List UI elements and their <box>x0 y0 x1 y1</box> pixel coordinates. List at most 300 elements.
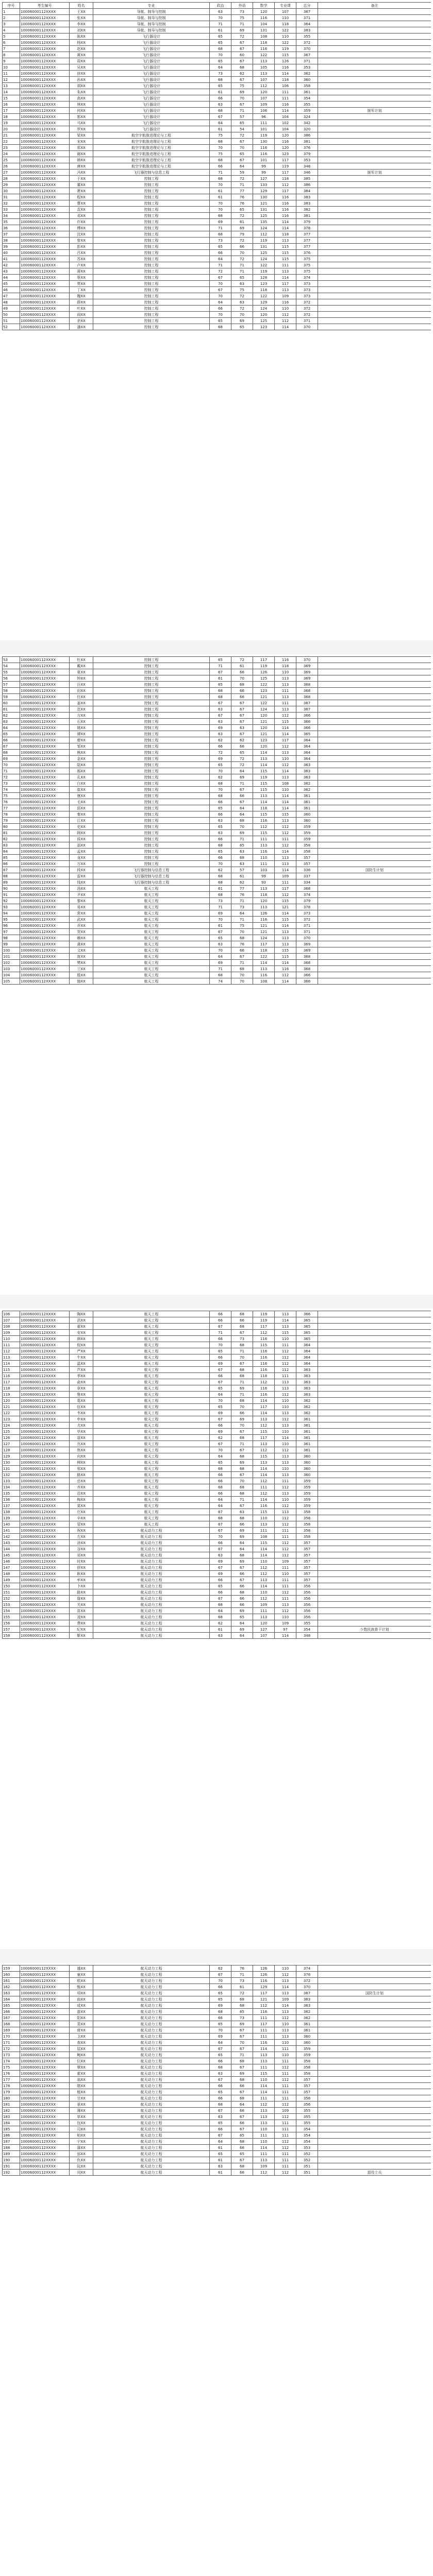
cell-math: 129 <box>253 1984 275 1990</box>
cell-total: 361 <box>296 1422 318 1429</box>
cell-note <box>318 750 431 756</box>
cell-math: 111 <box>253 836 275 842</box>
cell-note <box>318 836 431 842</box>
table-row <box>3 793 431 799</box>
cell-major: 航天工程 <box>93 1441 210 1447</box>
cell-no: 156 <box>3 1620 20 1626</box>
table-row <box>3 1460 431 1466</box>
cell-major: 航天动力工程 <box>93 2009 210 2015</box>
cell-note <box>318 917 431 923</box>
cell-name: 苏XX <box>70 256 93 262</box>
cell-politics: 69 <box>210 1410 231 1416</box>
cell-language: 71 <box>231 1348 253 1354</box>
cell-name: 季XX <box>70 1373 93 1379</box>
cell-specialty: 112 <box>275 182 296 188</box>
cell-no: 113 <box>3 1354 20 1361</box>
cell-total: 358 <box>296 2064 318 2071</box>
cell-id: 10006000112XXXX <box>20 1528 70 1534</box>
table-row <box>3 799 431 805</box>
cell-name: 葛XX <box>70 1398 93 1404</box>
table-row <box>3 95 431 101</box>
cell-politics: 64 <box>210 2040 231 2046</box>
table-row <box>3 250 431 256</box>
cell-total: 362 <box>296 1404 318 1410</box>
cell-note <box>318 1466 431 1472</box>
cell-note <box>318 737 431 743</box>
cell-language: 70 <box>231 1354 253 1361</box>
cell-name: 施XX <box>70 978 93 985</box>
cell-major: 飞行器设计 <box>93 108 210 114</box>
cell-major: 控制工程 <box>93 238 210 244</box>
cell-no: 149 <box>3 1577 20 1583</box>
cell-total: 359 <box>296 836 318 842</box>
cell-politics: 65 <box>210 682 231 688</box>
cell-total: 361 <box>296 799 318 805</box>
cell-note <box>318 1577 431 1583</box>
cell-no: 182 <box>3 2108 20 2114</box>
cell-note <box>318 52 431 58</box>
cell-specialty: 116 <box>275 207 296 213</box>
cell-specialty: 113 <box>275 1453 296 1460</box>
cell-total: 373 <box>296 910 318 917</box>
table-row <box>3 1583 431 1589</box>
table-row <box>3 1521 431 1528</box>
cell-language: 64 <box>231 1620 253 1626</box>
cell-id: 10006000112XXXX <box>20 163 70 170</box>
cell-name: 黎XX <box>70 898 93 904</box>
cell-politics: 66 <box>210 250 231 256</box>
cell-name: 赵XX <box>70 46 93 52</box>
cell-politics: 69 <box>210 725 231 731</box>
cell-no: 47 <box>3 293 20 299</box>
cell-total: 376 <box>296 145 318 151</box>
cell-note <box>318 873 431 879</box>
cell-note <box>318 2163 431 2170</box>
cell-math: 133 <box>253 182 275 188</box>
cell-id: 10006000112XXXX <box>20 213 70 219</box>
cell-name: 尤XX <box>70 1422 93 1429</box>
table-row <box>3 1978 431 1984</box>
cell-total: 357 <box>296 855 318 861</box>
cell-major: 控制工程 <box>93 824 210 830</box>
table-row <box>3 219 431 225</box>
score-table <box>2 1311 431 1639</box>
cell-no: 85 <box>3 855 20 861</box>
cell-name: 夏XX <box>70 669 93 675</box>
cell-total: 366 <box>296 1311 318 1317</box>
cell-name: 莫XX <box>70 1503 93 1509</box>
cell-math: 121 <box>253 731 275 737</box>
cell-language: 67 <box>231 58 253 64</box>
cell-total: 381 <box>296 139 318 145</box>
cell-major: 控制工程 <box>93 861 210 867</box>
cell-id: 10006000112XXXX <box>20 2145 70 2151</box>
cell-math: 112 <box>253 824 275 830</box>
cell-id: 10006000112XXXX <box>20 929 70 935</box>
cell-specialty: 112 <box>275 318 296 324</box>
cell-language: 70 <box>231 972 253 978</box>
cell-total: 360 <box>296 2033 318 2040</box>
cell-total: 360 <box>296 1460 318 1466</box>
cell-total: 373 <box>296 287 318 293</box>
cell-name: 毕XX <box>70 1429 93 1435</box>
cell-specialty: 116 <box>275 966 296 972</box>
cell-total: 364 <box>296 1354 318 1361</box>
cell-note <box>318 849 431 855</box>
score-table <box>2 2 431 330</box>
cell-total: 351 <box>296 2170 318 2176</box>
cell-id: 10006000112XXXX <box>20 719 70 725</box>
cell-math: 119 <box>253 268 275 275</box>
cell-politics: 69 <box>210 219 231 225</box>
cell-total: 370 <box>296 324 318 330</box>
cell-math: 112 <box>253 1379 275 1385</box>
cell-specialty: 113 <box>275 1978 296 1984</box>
table-row <box>3 1596 431 1602</box>
cell-name: 戴XX <box>70 663 93 669</box>
cell-id: 10006000112XXXX <box>20 824 70 830</box>
cell-no: 185 <box>3 2126 20 2132</box>
cell-major: 航天动力工程 <box>93 1552 210 1558</box>
cell-specialty: 117 <box>275 157 296 163</box>
cell-note <box>318 2126 431 2132</box>
cell-note <box>318 2089 431 2095</box>
cell-name: 吴XX <box>70 64 93 71</box>
cell-name: 邓XX <box>70 213 93 219</box>
cell-language: 66 <box>231 1317 253 1324</box>
cell-politics: 61 <box>210 126 231 132</box>
cell-note <box>318 762 431 768</box>
cell-id: 10006000112XXXX <box>20 89 70 95</box>
cell-no: 117 <box>3 1379 20 1385</box>
cell-math: 113 <box>253 842 275 849</box>
cell-total: 368 <box>296 886 318 892</box>
cell-name: 蒲XX <box>70 2145 93 2151</box>
cell-language: 67 <box>231 1503 253 1509</box>
cell-name: 陈XX <box>70 33 93 40</box>
table-row <box>3 27 431 33</box>
cell-math: 113 <box>253 1577 275 1583</box>
cell-note <box>318 719 431 725</box>
table-row <box>3 40 431 46</box>
cell-name: 植XX <box>70 2089 93 2095</box>
cell-specialty: 113 <box>275 941 296 947</box>
header-id: 考生编号 <box>20 3 70 9</box>
cell-note <box>318 1478 431 1484</box>
cell-no: 107 <box>3 1317 20 1324</box>
cell-total: 371 <box>296 929 318 935</box>
cell-math: 112 <box>253 1490 275 1497</box>
cell-total: 368 <box>296 688 318 694</box>
cell-id: 10006000112XXXX <box>20 27 70 33</box>
cell-id: 10006000112XXXX <box>20 688 70 694</box>
cell-total: 384 <box>296 188 318 194</box>
cell-language: 70 <box>231 978 253 985</box>
table-row <box>3 262 431 268</box>
cell-politics: 73 <box>210 898 231 904</box>
cell-specialty: 111 <box>275 836 296 842</box>
cell-language: 68 <box>231 2163 253 2170</box>
cell-name: 钟XX <box>70 675 93 682</box>
cell-specialty: 119 <box>275 46 296 52</box>
cell-note <box>318 1996 431 2003</box>
cell-language: 63 <box>231 299 253 306</box>
cell-name: 申XX <box>70 1416 93 1422</box>
cell-name: 姜XX <box>70 700 93 706</box>
cell-language: 69 <box>231 1528 253 1534</box>
cell-note <box>318 71 431 77</box>
cell-note <box>318 910 431 917</box>
cell-math: 131 <box>253 244 275 250</box>
table-row <box>3 1317 431 1324</box>
cell-politics: 65 <box>210 2120 231 2126</box>
cell-language: 69 <box>231 27 253 33</box>
cell-math: 109 <box>253 101 275 108</box>
cell-math: 116 <box>253 15 275 21</box>
cell-total: 372 <box>296 312 318 318</box>
cell-major: 航天动力工程 <box>93 2089 210 2095</box>
cell-politics: 68 <box>210 842 231 849</box>
cell-no: 120 <box>3 1398 20 1404</box>
cell-major: 飞行器设计 <box>93 58 210 64</box>
table-row <box>3 1608 431 1614</box>
cell-major: 导航、制导与控制 <box>93 9 210 15</box>
cell-id: 10006000112XXXX <box>20 293 70 299</box>
cell-no: 102 <box>3 960 20 966</box>
cell-name: 翁XX <box>70 2077 93 2083</box>
cell-note <box>318 2102 431 2108</box>
cell-language: 65 <box>231 750 253 756</box>
cell-major: 航空宇航推进理论与工程 <box>93 145 210 151</box>
cell-name: 谭XX <box>70 731 93 737</box>
cell-language: 77 <box>231 886 253 892</box>
cell-no: 171 <box>3 2040 20 2046</box>
table-row <box>3 1972 431 1978</box>
cell-math: 114 <box>253 1546 275 1552</box>
cell-total: 368 <box>296 954 318 960</box>
cell-politics: 69 <box>210 1571 231 1577</box>
score-page-4 <box>0 1963 433 2576</box>
cell-note <box>318 2058 431 2064</box>
cell-name: 韦XX <box>70 1410 93 1416</box>
cell-math: 117 <box>253 1435 275 1441</box>
cell-total: 381 <box>296 213 318 219</box>
cell-id: 10006000112XXXX <box>20 2064 70 2071</box>
cell-major: 航天工程 <box>93 1348 210 1354</box>
cell-specialty: 112 <box>275 842 296 849</box>
cell-no: 17 <box>3 108 20 114</box>
cell-specialty: 120 <box>275 145 296 151</box>
cell-specialty: 113 <box>275 2027 296 2033</box>
cell-math: 115 <box>253 781 275 787</box>
cell-total: 364 <box>296 756 318 762</box>
cell-language: 64 <box>231 163 253 170</box>
cell-specialty: 114 <box>275 923 296 929</box>
cell-total: 358 <box>296 1534 318 1540</box>
cell-major: 航天工程 <box>93 1460 210 1466</box>
cell-note <box>318 1978 431 1984</box>
cell-language: 76 <box>231 200 253 207</box>
cell-total: 363 <box>296 1996 318 2003</box>
cell-major: 飞行器设计 <box>93 77 210 83</box>
cell-id: 10006000112XXXX <box>20 781 70 787</box>
table-row <box>3 879 431 886</box>
cell-id: 10006000112XXXX <box>20 2108 70 2114</box>
cell-name: 段XX <box>70 867 93 873</box>
cell-politics: 68 <box>210 2009 231 2015</box>
cell-note <box>318 2120 431 2126</box>
cell-major: 航天工程 <box>93 898 210 904</box>
cell-name: 屈XX <box>70 2046 93 2052</box>
cell-language: 67 <box>231 787 253 793</box>
cell-no: 100 <box>3 947 20 954</box>
cell-major: 航天动力工程 <box>93 1571 210 1577</box>
cell-language: 68 <box>231 1398 253 1404</box>
cell-name: 邰XX <box>70 2151 93 2157</box>
cell-major: 飞行器设计 <box>93 71 210 77</box>
cell-id: 10006000112XXXX <box>20 663 70 669</box>
cell-math: 116 <box>253 972 275 978</box>
cell-note <box>318 960 431 966</box>
cell-language: 72 <box>231 176 253 182</box>
cell-name: 位XX <box>70 2058 93 2064</box>
cell-no: 16 <box>3 101 20 108</box>
cell-total: 379 <box>296 219 318 225</box>
cell-no: 164 <box>3 1996 20 2003</box>
table-row <box>3 811 431 818</box>
cell-specialty: 113 <box>275 1379 296 1385</box>
cell-major: 航天工程 <box>93 917 210 923</box>
cell-total: 362 <box>296 2009 318 2015</box>
cell-no: 63 <box>3 719 20 725</box>
cell-language: 71 <box>231 917 253 923</box>
cell-language: 65 <box>231 2132 253 2139</box>
score-table <box>2 1965 431 2176</box>
cell-name: 单XX <box>70 2114 93 2120</box>
cell-language: 71 <box>231 108 253 114</box>
cell-specialty: 112 <box>275 2170 296 2176</box>
cell-math: 112 <box>253 231 275 238</box>
cell-major: 航天动力工程 <box>93 2021 210 2027</box>
cell-major: 航天工程 <box>93 1422 210 1429</box>
cell-no: 187 <box>3 2139 20 2145</box>
cell-total: 360 <box>296 2040 318 2046</box>
cell-language: 70 <box>231 675 253 682</box>
cell-total: 364 <box>296 1361 318 1367</box>
cell-specialty: 113 <box>275 2033 296 2040</box>
cell-math: 118 <box>253 947 275 954</box>
cell-specialty: 112 <box>275 1348 296 1354</box>
cell-politics: 64 <box>210 1392 231 1398</box>
cell-math: 119 <box>253 774 275 781</box>
table-row <box>3 972 431 978</box>
cell-no: 28 <box>3 176 20 182</box>
cell-math: 117 <box>253 657 275 663</box>
cell-language: 69 <box>231 89 253 95</box>
table-row <box>3 663 431 669</box>
table-row <box>3 170 431 176</box>
cell-total: 359 <box>296 1478 318 1484</box>
table-row <box>3 719 431 725</box>
cell-total: 376 <box>296 1972 318 1978</box>
cell-math: 122 <box>253 293 275 299</box>
cell-language: 69 <box>231 1608 253 1614</box>
cell-politics: 70 <box>210 1978 231 1984</box>
table-row <box>3 1509 431 1515</box>
cell-language: 68 <box>231 1367 253 1373</box>
cell-major: 控制工程 <box>93 750 210 756</box>
cell-language: 69 <box>231 830 253 836</box>
cell-politics: 67 <box>210 1546 231 1552</box>
cell-name: 辛XX <box>70 1515 93 1521</box>
cell-math: 115 <box>253 1509 275 1515</box>
cell-language: 66 <box>231 1583 253 1589</box>
cell-major: 航天动力工程 <box>93 2058 210 2064</box>
cell-specialty: 114 <box>275 108 296 114</box>
cell-math: 130 <box>253 194 275 200</box>
cell-id: 10006000112XXXX <box>20 1583 70 1589</box>
cell-specialty: 112 <box>275 1484 296 1490</box>
cell-language: 72 <box>231 1990 253 1996</box>
cell-name: 闵XX <box>70 2170 93 2176</box>
table-row <box>3 200 431 207</box>
cell-total: 361 <box>296 1429 318 1435</box>
cell-major: 航天工程 <box>93 941 210 947</box>
cell-note <box>318 83 431 89</box>
cell-id: 10006000112XXXX <box>20 200 70 207</box>
cell-math: 112 <box>253 2170 275 2176</box>
cell-politics: 67 <box>210 700 231 706</box>
cell-note <box>318 1460 431 1466</box>
cell-specialty: 111 <box>275 700 296 706</box>
table-row <box>3 1534 431 1540</box>
cell-id: 10006000112XXXX <box>20 1317 70 1324</box>
cell-specialty: 114 <box>275 978 296 985</box>
cell-no: 35 <box>3 219 20 225</box>
cell-politics: 71 <box>210 1330 231 1336</box>
table-row <box>3 2064 431 2071</box>
cell-name: 余XX <box>70 318 93 324</box>
cell-politics: 68 <box>210 1614 231 1620</box>
cell-math: 105 <box>253 64 275 71</box>
cell-major: 控制工程 <box>93 182 210 188</box>
cell-name: 董XX <box>70 182 93 188</box>
cell-note <box>318 176 431 182</box>
cell-id: 10006000112XXXX <box>20 114 70 120</box>
cell-total: 365 <box>296 1336 318 1342</box>
cell-specialty: 108 <box>275 781 296 787</box>
cell-total: 383 <box>296 194 318 200</box>
cell-major: 航天动力工程 <box>93 2071 210 2077</box>
table-row <box>3 904 431 910</box>
cell-politics: 67 <box>210 2046 231 2052</box>
cell-politics: 65 <box>210 1404 231 1410</box>
table-row <box>3 836 431 842</box>
cell-politics: 72 <box>210 750 231 756</box>
cell-major: 控制工程 <box>93 756 210 762</box>
cell-total: 356 <box>296 1589 318 1596</box>
cell-specialty: 111 <box>275 1583 296 1589</box>
cell-language: 73 <box>231 1978 253 1984</box>
cell-specialty: 114 <box>275 2003 296 2009</box>
cell-language: 68 <box>231 1515 253 1521</box>
cell-major: 飞行器设计 <box>93 64 210 71</box>
cell-id: 10006000112XXXX <box>20 318 70 324</box>
cell-politics: 63 <box>210 1552 231 1558</box>
cell-politics: 65 <box>210 1996 231 2003</box>
cell-id: 10006000112XXXX <box>20 1540 70 1546</box>
cell-total: 358 <box>296 1515 318 1521</box>
